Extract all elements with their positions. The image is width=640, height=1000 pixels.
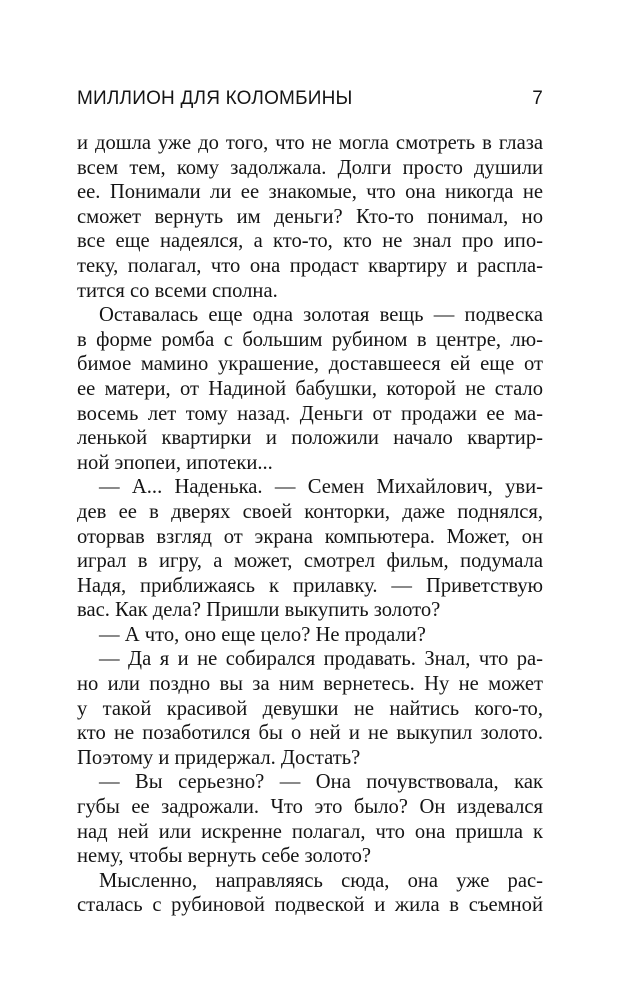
text-line: бимое мамино украшение, доставшееся ей еще от (77, 353, 543, 376)
running-head (77, 88, 543, 114)
text-line: — Да я и не собирался продавать. Знал, что ра- (99, 648, 543, 671)
text-line: всем тем, кому задолжала. Долги просто душили (77, 156, 543, 179)
body-text (77, 131, 543, 918)
text-line: — А... Наденька. — Семен Михайлович, уви- (99, 476, 543, 499)
text-line: ной эпопеи, ипотеки... (77, 451, 273, 474)
text-line: — Вы серьезно? — Она почувствовала, как (99, 771, 543, 794)
text-line: все еще надеялся, а кто-то, кто не знал про ипо- (77, 230, 543, 253)
text-line: оторвав взгляд от экрана компьютера. Может, он (77, 525, 543, 548)
text-line: — А что, оно еще цело? Не продали? (99, 623, 426, 646)
text-line: вас. Как дела? Пришли выкупить золото? (77, 599, 441, 622)
text-line: сталась с рубиновой подвеской и жила в съемной (77, 894, 543, 917)
text-line: дев ее в дверях своей конторки, даже поднялся, (77, 500, 543, 523)
text-line: кто не позаботился бы о ней и не выкупил золото. (77, 722, 543, 745)
text-line: Мысленно, направляясь сюда, она уже рас- (99, 869, 543, 892)
text-line: сможет вернуть им деньги? Кто-то понимал, но (77, 205, 543, 228)
text-line: играл в игру, а может, смотрел фильм, подумала (77, 550, 543, 573)
text-line: тится со всеми сполна. (77, 279, 278, 302)
text-line: восемь лет тому назад. Деньги от продажи ее ма- (77, 402, 543, 425)
text-line: ее. Понимали ли ее знакомые, что она никогда не (77, 181, 543, 204)
text-line: ленькой квартирки и положили начало квартир- (77, 427, 543, 450)
text-line: Оставалась еще одна золотая вещь — подвеска (99, 304, 543, 327)
text-line: нему, чтобы вернуть себе золото? (77, 845, 372, 868)
text-line: у такой красивой девушки не найтись кого-то, (77, 697, 543, 720)
text-line: Поэтому и придержал. Достать? (77, 746, 361, 769)
text-line: и дошла уже до того, что не могла смотреть в глаза (77, 132, 543, 154)
book-title: МИЛЛИОН ДЛЯ КОЛОМБИНЫ (77, 88, 353, 109)
text-line: над ней или искренне полагал, что она пришла к (77, 820, 543, 843)
text-line: губы ее задрожали. Что это было? Он издевался (77, 796, 543, 819)
text-line: ее матери, от Надиной бабушки, которой не стало (77, 377, 543, 400)
page-number: 7 (532, 88, 543, 109)
text-line: в форме ромба с большим рубином в центре, лю- (77, 328, 543, 351)
text-line: теку, полагал, что она продаст квартиру и распла- (77, 254, 543, 277)
text-line: Надя, приближаясь к прилавку. — Приветствую (77, 574, 543, 597)
text-line: но или поздно вы за ним вернетесь. Ну не может (77, 673, 543, 696)
